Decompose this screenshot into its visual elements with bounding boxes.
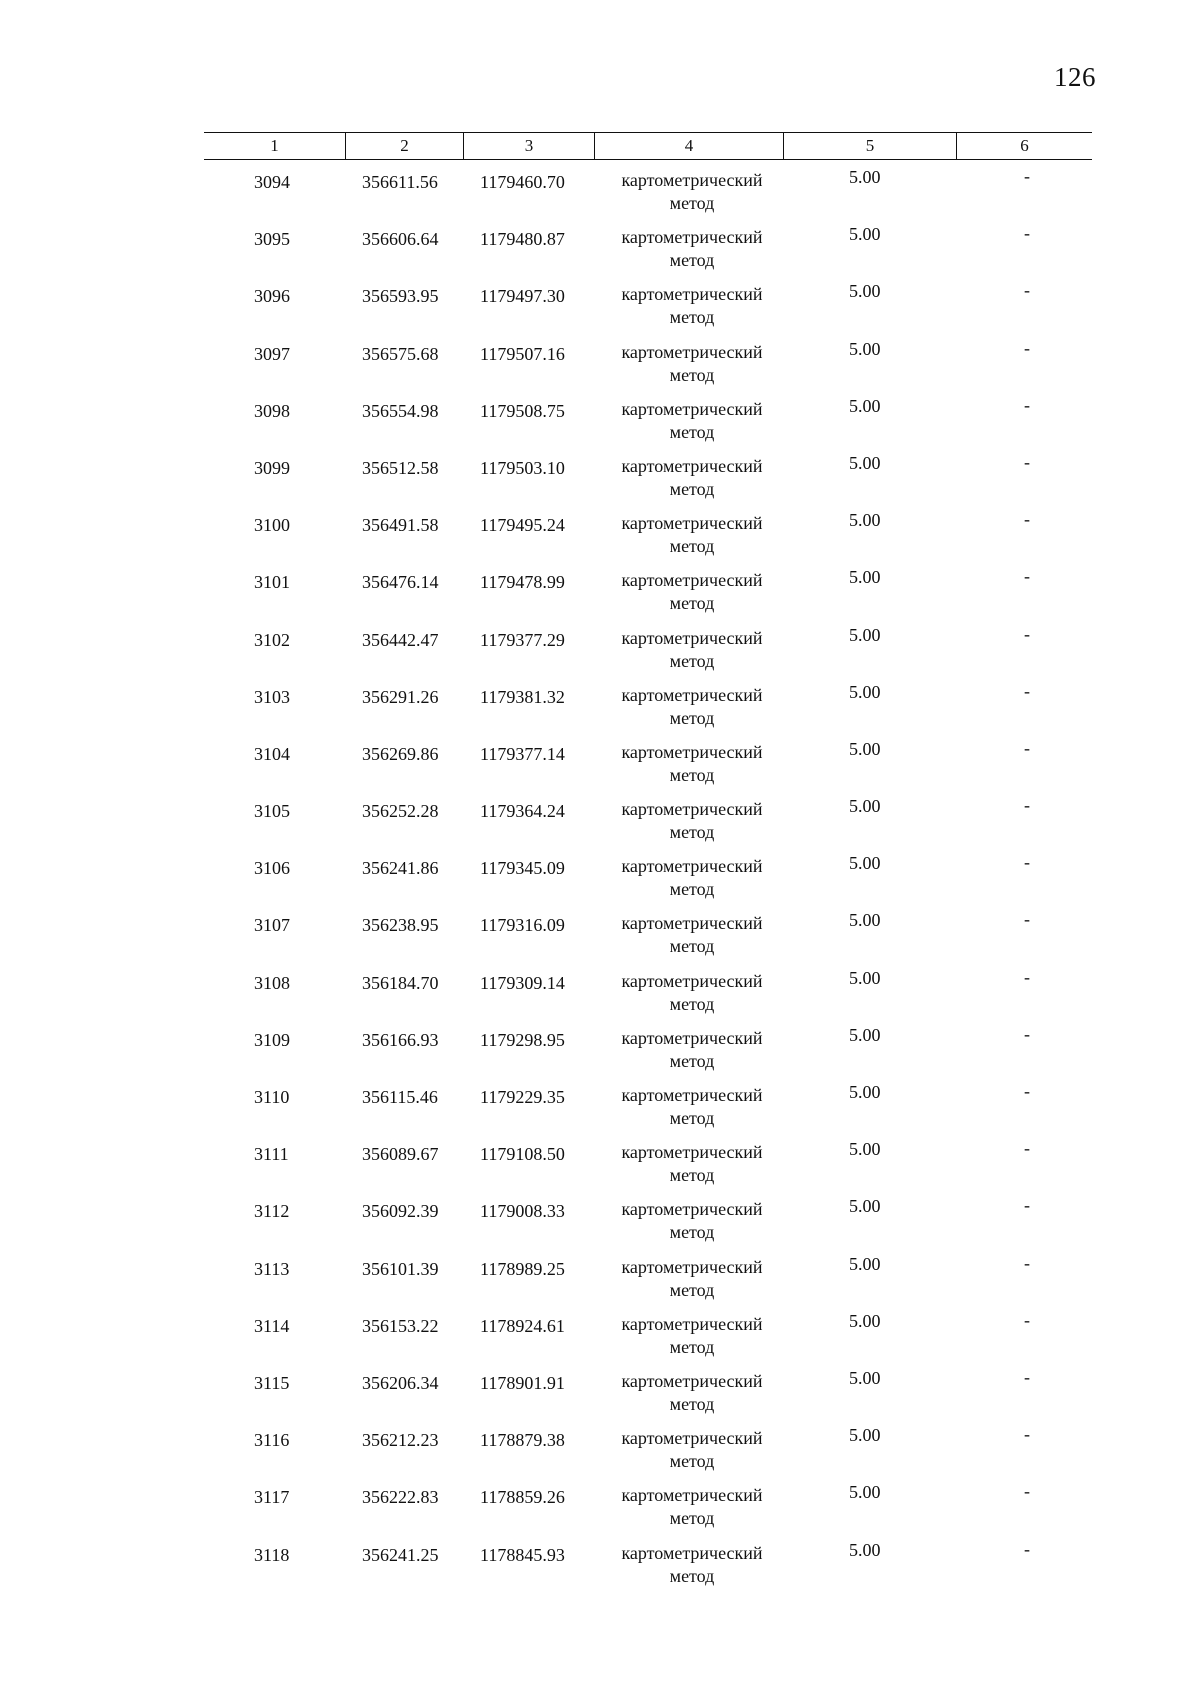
- table-row: [204, 1418, 1092, 1475]
- point-number: 3112: [254, 1201, 290, 1222]
- coord-y: 1179345.09: [480, 858, 565, 879]
- header-col-4: 4: [594, 133, 783, 159]
- method-line-2: метод: [669, 421, 715, 442]
- coord-x: 356269.86: [362, 743, 439, 764]
- method-line-1: картометрический: [621, 627, 763, 648]
- coordinates-table: [204, 132, 1092, 1590]
- method-line-1: картометрический: [621, 1027, 763, 1048]
- coord-y: 1179298.95: [480, 1029, 565, 1050]
- table-row: [204, 274, 1092, 331]
- note-value: -: [1024, 223, 1030, 244]
- method-line-1: картометрический: [621, 570, 763, 591]
- table-row: [204, 961, 1092, 1018]
- point-number: 3098: [254, 400, 290, 421]
- method-line-2: метод: [669, 879, 715, 900]
- point-number: 3096: [254, 286, 290, 307]
- method-line-1: картометрический: [621, 1542, 763, 1563]
- method-line-1: картометрический: [621, 684, 763, 705]
- method-cell: [602, 398, 782, 444]
- method-cell: [602, 970, 782, 1016]
- coord-x: 356554.98: [362, 400, 439, 421]
- accuracy-value: 5.00: [849, 567, 881, 588]
- table-row: [204, 1247, 1092, 1304]
- accuracy-value: 5.00: [849, 1482, 881, 1503]
- coord-y: 1179381.32: [480, 686, 565, 707]
- method-line-2: метод: [669, 1108, 715, 1128]
- note-value: -: [1024, 1023, 1030, 1044]
- coord-y: 1179229.35: [480, 1087, 565, 1107]
- coord-x: 356166.93: [362, 1029, 439, 1050]
- note-value: -: [1024, 1138, 1030, 1159]
- accuracy-value: 5.00: [849, 281, 881, 302]
- method-line-2: метод: [669, 364, 715, 385]
- method-cell: [602, 627, 782, 673]
- coord-x: 356238.95: [362, 915, 439, 936]
- method-line-2: метод: [669, 707, 715, 728]
- coord-y: 1179377.14: [480, 743, 565, 764]
- method-cell: [602, 283, 782, 329]
- coord-x: 356442.47: [362, 629, 439, 650]
- point-number: 3116: [254, 1430, 290, 1451]
- accuracy-value: 5.00: [849, 853, 881, 874]
- point-number: 3103: [254, 686, 290, 707]
- accuracy-value: 5.00: [849, 338, 881, 359]
- method-line-2: метод: [669, 1279, 715, 1300]
- note-value: -: [1024, 852, 1030, 873]
- coord-x: 356291.26: [362, 686, 439, 707]
- note-value: -: [1024, 337, 1030, 358]
- note-value: -: [1024, 966, 1030, 987]
- method-cell: [602, 512, 782, 558]
- coord-x: 356212.23: [362, 1430, 439, 1451]
- table-body: [204, 160, 1092, 1590]
- coord-y: 1178879.38: [480, 1430, 565, 1451]
- method-cell: [602, 1198, 782, 1244]
- point-number: 3094: [254, 172, 290, 192]
- method-cell: [602, 855, 782, 901]
- method-line-1: картометрический: [621, 1485, 763, 1506]
- point-number: 3114: [254, 1315, 290, 1336]
- method-line-1: картометрический: [621, 170, 763, 190]
- table-header: [204, 132, 1092, 160]
- table-row: [204, 903, 1092, 960]
- table-row: [204, 732, 1092, 789]
- method-line-1: картометрический: [621, 856, 763, 877]
- table-row: [204, 1018, 1092, 1075]
- method-line-1: картометрический: [621, 1370, 763, 1391]
- method-cell: [602, 798, 782, 844]
- coord-y: 1179008.33: [480, 1201, 565, 1222]
- note-value: -: [1024, 1252, 1030, 1273]
- table-row: [204, 1475, 1092, 1532]
- note-value: -: [1024, 280, 1030, 301]
- method-line-2: метод: [669, 593, 715, 614]
- point-number: 3095: [254, 229, 290, 250]
- coord-x: 356606.64: [362, 229, 439, 250]
- accuracy-value: 5.00: [849, 1539, 881, 1560]
- coord-y: 1179478.99: [480, 572, 565, 593]
- method-cell: [602, 226, 782, 272]
- table-row: [204, 1361, 1092, 1418]
- coord-x: 356593.95: [362, 286, 439, 307]
- coord-y: 1179309.14: [480, 972, 565, 993]
- coord-y: 1178924.61: [480, 1315, 565, 1336]
- coord-y: 1179495.24: [480, 515, 565, 536]
- table-row: [204, 332, 1092, 389]
- point-number: 3105: [254, 801, 290, 822]
- accuracy-value: 5.00: [849, 1196, 881, 1217]
- coord-x: 356491.58: [362, 515, 439, 536]
- coord-x: 356184.70: [362, 972, 439, 993]
- coord-x: 356575.68: [362, 343, 439, 364]
- method-line-2: метод: [669, 250, 715, 271]
- coord-y: 1179507.16: [480, 343, 565, 364]
- note-value: -: [1024, 680, 1030, 701]
- method-line-1: картометрический: [621, 455, 763, 476]
- coord-y: 1178845.93: [480, 1544, 565, 1565]
- coord-x: 356241.25: [362, 1544, 439, 1565]
- coord-x: 356512.58: [362, 457, 439, 478]
- method-cell: [602, 1370, 782, 1416]
- method-cell: [602, 1484, 782, 1530]
- method-line-1: картометрический: [621, 284, 763, 305]
- method-line-2: метод: [669, 1565, 715, 1586]
- table-row: [204, 160, 1092, 217]
- method-line-2: метод: [669, 936, 715, 957]
- accuracy-value: 5.00: [849, 1310, 881, 1331]
- coord-y: 1178901.91: [480, 1372, 565, 1393]
- method-line-1: картометрический: [621, 398, 763, 419]
- method-line-2: метод: [669, 1451, 715, 1472]
- note-value: -: [1024, 623, 1030, 644]
- note-value: -: [1024, 1481, 1030, 1502]
- method-line-2: метод: [669, 478, 715, 499]
- method-cell: [602, 1427, 782, 1473]
- method-line-2: метод: [669, 1508, 715, 1529]
- header-col-2: 2: [345, 133, 463, 159]
- accuracy-value: 5.00: [849, 681, 881, 702]
- method-line-1: картометрический: [621, 227, 763, 248]
- point-number: 3111: [254, 1144, 289, 1165]
- table-row: [204, 1132, 1092, 1189]
- coord-y: 1179316.09: [480, 915, 565, 936]
- coord-y: 1179503.10: [480, 457, 565, 478]
- point-number: 3118: [254, 1544, 290, 1565]
- coord-y: 1179480.87: [480, 229, 565, 250]
- header-col-5: 5: [783, 133, 956, 159]
- coord-y: 1178989.25: [480, 1258, 565, 1279]
- note-value: -: [1024, 1195, 1030, 1216]
- coord-x: 356206.34: [362, 1372, 439, 1393]
- header-col-1: 1: [270, 136, 279, 155]
- method-line-1: картометрический: [621, 1199, 763, 1220]
- page-number: 126: [1054, 62, 1096, 92]
- method-line-1: картометрический: [621, 913, 763, 934]
- method-line-2: метод: [669, 536, 715, 557]
- coord-y: 1178859.26: [480, 1487, 565, 1508]
- accuracy-value: 5.00: [849, 1024, 881, 1045]
- method-line-2: метод: [669, 822, 715, 843]
- accuracy-value: 5.00: [849, 1367, 881, 1388]
- point-number: 3115: [254, 1372, 290, 1393]
- method-cell: [602, 455, 782, 501]
- point-number: 3101: [254, 572, 290, 593]
- accuracy-value: 5.00: [849, 452, 881, 473]
- header-col-3: 3: [463, 133, 594, 159]
- table-row: [204, 217, 1092, 274]
- method-cell: [602, 684, 782, 730]
- note-value: -: [1024, 509, 1030, 530]
- point-number: 3104: [254, 743, 290, 764]
- method-line-2: метод: [669, 993, 715, 1014]
- note-value: -: [1024, 1424, 1030, 1445]
- table-row: [204, 389, 1092, 446]
- table-row: [204, 1075, 1092, 1132]
- note-value: -: [1024, 166, 1030, 186]
- method-line-1: картометрический: [621, 1428, 763, 1449]
- coord-y: 1179377.29: [480, 629, 565, 650]
- table-row: [204, 1189, 1092, 1246]
- accuracy-value: 5.00: [849, 395, 881, 416]
- note-value: -: [1024, 1309, 1030, 1330]
- accuracy-value: 5.00: [849, 967, 881, 988]
- table-row: [204, 560, 1092, 617]
- method-line-1: картометрический: [621, 1142, 763, 1163]
- table-row: [204, 1304, 1092, 1361]
- table-row: [204, 675, 1092, 732]
- coord-y: 1179364.24: [480, 801, 565, 822]
- coord-x: 356101.39: [362, 1258, 439, 1279]
- point-number: 3106: [254, 858, 290, 879]
- accuracy-value: 5.00: [849, 224, 881, 245]
- method-line-1: картометрический: [621, 1085, 763, 1105]
- method-line-2: метод: [669, 1165, 715, 1186]
- coord-x: 356153.22: [362, 1315, 439, 1336]
- point-number: 3113: [254, 1258, 290, 1279]
- point-number: 3097: [254, 343, 290, 364]
- point-number: 3109: [254, 1029, 290, 1050]
- note-value: -: [1024, 566, 1030, 587]
- note-value: -: [1024, 451, 1030, 472]
- coord-y: 1179108.50: [480, 1144, 565, 1165]
- accuracy-value: 5.00: [849, 1139, 881, 1160]
- point-number: 3099: [254, 457, 290, 478]
- point-number: 3117: [254, 1487, 290, 1508]
- method-cell: [602, 1084, 782, 1130]
- note-value: -: [1024, 1081, 1030, 1101]
- coord-x: 356222.83: [362, 1487, 439, 1508]
- table-row: [204, 618, 1092, 675]
- method-line-2: метод: [669, 1222, 715, 1243]
- method-cell: [602, 569, 782, 615]
- method-line-1: картометрический: [621, 341, 763, 362]
- method-line-1: картометрический: [621, 1256, 763, 1277]
- method-cell: [602, 341, 782, 387]
- accuracy-value: 5.00: [849, 1425, 881, 1446]
- method-line-2: метод: [669, 193, 715, 213]
- method-line-2: метод: [669, 764, 715, 785]
- note-value: -: [1024, 737, 1030, 758]
- accuracy-value: 5.00: [849, 910, 881, 931]
- coord-x: 356092.39: [362, 1201, 439, 1222]
- accuracy-value: 5.00: [849, 624, 881, 645]
- method-line-1: картометрический: [621, 799, 763, 820]
- method-line-1: картометрический: [621, 513, 763, 534]
- accuracy-value: 5.00: [849, 738, 881, 759]
- coord-x: 356611.56: [362, 172, 438, 192]
- coord-x: 356252.28: [362, 801, 439, 822]
- note-value: -: [1024, 1366, 1030, 1387]
- method-line-2: метод: [669, 1050, 715, 1071]
- point-number: 3100: [254, 515, 290, 536]
- coord-y: 1179508.75: [480, 400, 565, 421]
- method-cell: [602, 1027, 782, 1073]
- note-value: -: [1024, 394, 1030, 415]
- table-row: [204, 789, 1092, 846]
- accuracy-value: 5.00: [849, 167, 881, 187]
- accuracy-value: 5.00: [849, 510, 881, 531]
- coord-x: 356476.14: [362, 572, 439, 593]
- method-line-2: метод: [669, 1393, 715, 1414]
- coord-y: 1179460.70: [480, 172, 565, 192]
- method-cell: [602, 1141, 782, 1187]
- coord-x: 356115.46: [362, 1087, 438, 1107]
- note-value: -: [1024, 795, 1030, 816]
- coord-x: 356089.67: [362, 1144, 439, 1165]
- header-col-6: 6: [956, 133, 1092, 159]
- method-line-2: метод: [669, 1336, 715, 1357]
- method-cell: [602, 1256, 782, 1302]
- note-value: -: [1024, 1538, 1030, 1559]
- method-cell: [602, 1542, 782, 1588]
- point-number: 3102: [254, 629, 290, 650]
- method-cell: [602, 912, 782, 958]
- method-line-1: картометрический: [621, 970, 763, 991]
- coord-y: 1179497.30: [480, 286, 565, 307]
- accuracy-value: 5.00: [849, 1253, 881, 1274]
- point-number: 3107: [254, 915, 290, 936]
- method-cell: [602, 741, 782, 787]
- table-row: [204, 503, 1092, 560]
- table-row: [204, 1533, 1092, 1590]
- method-cell: [602, 169, 782, 215]
- accuracy-value: 5.00: [849, 796, 881, 817]
- accuracy-value: 5.00: [849, 1082, 881, 1102]
- note-value: -: [1024, 909, 1030, 930]
- method-line-2: метод: [669, 650, 715, 671]
- method-line-1: картометрический: [621, 741, 763, 762]
- table-row: [204, 446, 1092, 503]
- method-line-1: картометрический: [621, 1313, 763, 1334]
- table-row: [204, 846, 1092, 903]
- point-number: 3108: [254, 972, 290, 993]
- method-cell: [602, 1313, 782, 1359]
- coord-x: 356241.86: [362, 858, 439, 879]
- point-number: 3110: [254, 1087, 290, 1107]
- method-line-2: метод: [669, 307, 715, 328]
